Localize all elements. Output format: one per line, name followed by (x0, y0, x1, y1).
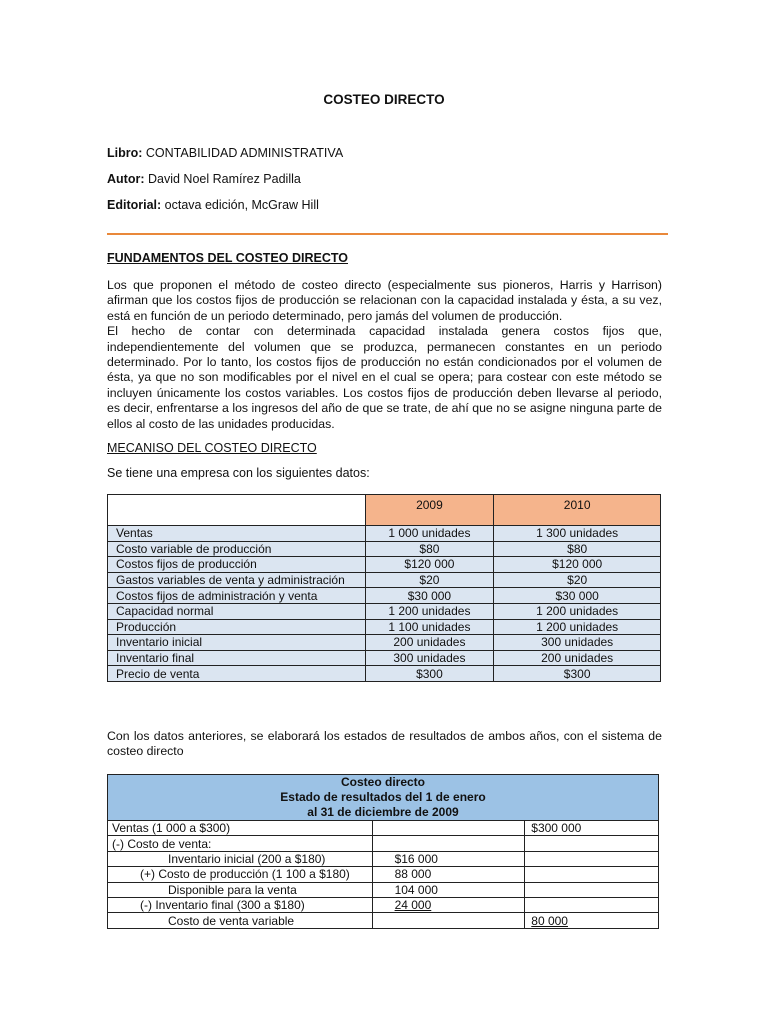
value-2009: 200 unidades (365, 635, 494, 651)
statement-total (525, 851, 659, 866)
statement-partial-value: $16 000 (394, 851, 438, 866)
statement-total (525, 836, 659, 851)
statement-label: Costo de venta variable (108, 913, 373, 928)
statement-label: Ventas (1 000 a $300) (108, 821, 373, 836)
statement-label: (-) Inventario final (300 a $180) (108, 897, 373, 912)
row-label: Capacidad normal (108, 603, 366, 619)
statement-partial (372, 851, 525, 866)
mechanism-heading: MECANISO DEL COSTEO DIRECTO (107, 441, 317, 455)
statement-label: (-) Costo de venta: (108, 836, 373, 851)
table-header-blank (108, 495, 366, 526)
statement-label: Disponible para la venta (108, 882, 373, 897)
row-label: Costos fijos de producción (108, 557, 366, 573)
row-label: Inventario final (108, 650, 366, 666)
value-2009: $80 (365, 541, 494, 557)
statement-total-value: 80 000 (531, 913, 568, 928)
value-2010: $120 000 (494, 557, 661, 573)
table-header-row (108, 495, 661, 526)
statement-total (525, 882, 659, 897)
value-2010: $30 000 (494, 588, 661, 604)
statement-intro: Con los datos anteriores, se elaborará los estados de resultados de ambos años, con el sistema de costeo directo (107, 729, 662, 759)
document-title: COSTEO DIRECTO (323, 92, 445, 107)
value-2009: $120 000 (365, 557, 494, 573)
row-label: Precio de venta (108, 666, 366, 682)
statement-row (108, 867, 659, 882)
table-row (108, 635, 661, 651)
statement-row (108, 913, 659, 928)
year-2009-header: 2009 (365, 495, 494, 526)
statement-partial (372, 897, 525, 912)
year-2010-header: 2010 (494, 495, 661, 526)
fundamentals-text (107, 278, 662, 432)
book-line (107, 146, 343, 160)
value-2009: $20 (365, 572, 494, 588)
statement-partial-value: 104 000 (394, 882, 438, 897)
fundamentals-paragraph-2: El hecho de contar con determinada capacidad instalada genera costos fijos que, independientemente del volumen que se produzca, permanecen constantes en un periodo determinado. Por lo tanto, los costos fijos de producción no están condicionados por el volumen de ésta, ya que no son modificables por el nivel en el cual se opera; para costear con este método se incluyen únicamente los costos variables. Los costos fijos de producción deben llevarse al periodo, es decir, enfrentarse a los ingresos del año de que se trate, de ahí que no se asigne ninguna parte de ellos al costo de las unidades producidas. (107, 324, 662, 431)
value-2010: $20 (494, 572, 661, 588)
statement-total (525, 897, 659, 912)
table-row (108, 603, 661, 619)
book-label: Libro: (107, 146, 143, 160)
statement-row (108, 882, 659, 897)
table-row (108, 619, 661, 635)
statement-header-line-2: Estado de resultados del 1 de enero (280, 790, 486, 804)
publisher-label: Editorial: (107, 198, 162, 212)
book-value: CONTABILIDAD ADMINISTRATIVA (145, 146, 344, 160)
value-2010: 1 200 unidades (494, 619, 661, 635)
value-2009: $30 000 (365, 588, 494, 604)
value-2009: 1 100 unidades (365, 619, 494, 635)
value-2009: 1 200 unidades (365, 603, 494, 619)
value-2010: 200 unidades (494, 650, 661, 666)
statement-header (108, 775, 659, 821)
statement-partial (372, 913, 525, 928)
value-2009: 1 000 unidades (365, 526, 494, 542)
table-row (108, 588, 661, 604)
statement-header-row (108, 775, 659, 821)
value-2010: $300 (494, 666, 661, 682)
statement-partial-value: 24 000 (394, 898, 432, 913)
publisher-value: octava edición, McGraw Hill (164, 198, 319, 212)
statement-partial (372, 836, 525, 851)
table-row (108, 650, 661, 666)
section-divider (107, 233, 668, 235)
statement-partial (372, 882, 525, 897)
row-label: Producción (108, 619, 366, 635)
table-row (108, 526, 661, 542)
company-data-table (107, 494, 661, 682)
table-row (108, 557, 661, 573)
value-2010: 1 300 unidades (494, 526, 661, 542)
value-2010: $80 (494, 541, 661, 557)
row-label: Costos fijos de administración y venta (108, 588, 366, 604)
value-2009: 300 unidades (365, 650, 494, 666)
value-2010: 1 200 unidades (494, 603, 661, 619)
row-label: Costo variable de producción (108, 541, 366, 557)
table-row (108, 541, 661, 557)
statement-partial (372, 867, 525, 882)
author-value: David Noel Ramírez Padilla (147, 172, 301, 186)
author-label: Autor: (107, 172, 145, 186)
publisher-line (107, 198, 319, 212)
statement-partial-value: 88 000 (394, 867, 432, 882)
value-2009: $300 (365, 666, 494, 682)
statement-row (108, 821, 659, 836)
statement-label: Inventario inicial (200 a $180) (108, 851, 373, 866)
row-label: Gastos variables de venta y administración (108, 572, 366, 588)
statement-row (108, 897, 659, 912)
row-label: Inventario inicial (108, 635, 366, 651)
statement-label: (+) Costo de producción (1 100 a $180) (108, 867, 373, 882)
statement-total (525, 913, 659, 928)
statement-total (525, 867, 659, 882)
statement-row (108, 851, 659, 866)
statement-header-line-3: al 31 de diciembre de 2009 (307, 805, 459, 819)
fundamentals-paragraph-1: Los que proponen el método de costeo directo (especialmente sus pioneros, Harris y Harrison) afirman que los costos fijos de producción se relacionan con la capacidad instalada y ésta, a su vez, está en función de un periodo determinado, pero jamás del volumen de producción. (107, 278, 662, 323)
statement-total (525, 821, 659, 836)
statement-total-value: $300 000 (531, 821, 582, 836)
value-2010: 300 unidades (494, 635, 661, 651)
fundamentals-heading: FUNDAMENTOS DEL COSTEO DIRECTO (107, 251, 348, 265)
income-statement-table (107, 774, 659, 929)
row-label: Ventas (108, 526, 366, 542)
statement-partial (372, 821, 525, 836)
statement-header-line-1: Costeo directo (340, 775, 425, 789)
table-row (108, 572, 661, 588)
author-line (107, 172, 301, 186)
mechanism-intro: Se tiene una empresa con los siguientes datos: (107, 466, 370, 480)
table-row (108, 666, 661, 682)
statement-row (108, 836, 659, 851)
